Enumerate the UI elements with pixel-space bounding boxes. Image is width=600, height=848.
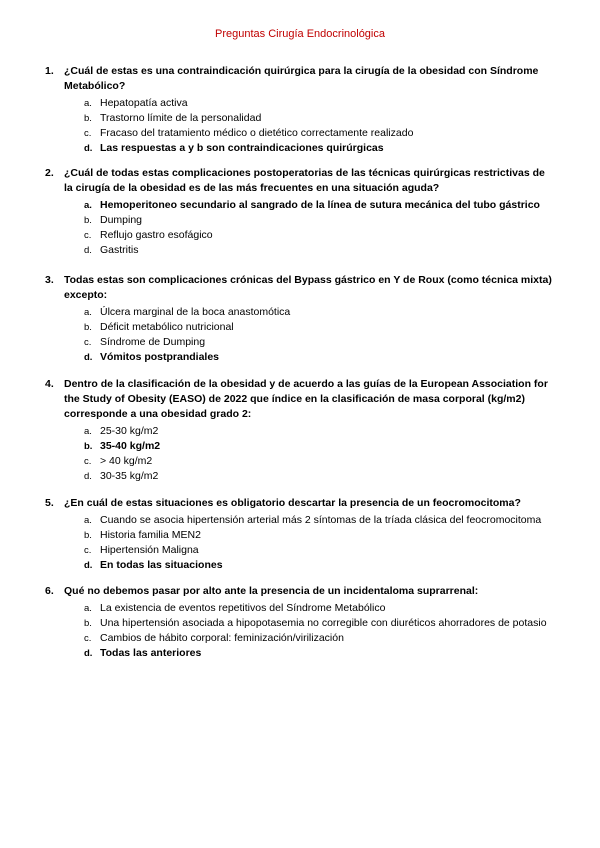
option-list	[45, 513, 555, 573]
option-b	[84, 616, 555, 631]
question-text: ¿Cuál de estas es una contraindicación quirúrgica para la cirugía de la obesidad con Síndrome Metabólico?	[64, 65, 539, 92]
document-title: Preguntas Cirugía Endocrinológica	[215, 28, 385, 40]
option-text: Cambios de hábito corporal: feminización/virilización	[100, 632, 344, 644]
question-text: Qué no debemos pasar por alto ante la presencia de un incidentaloma suprarrenal:	[64, 585, 479, 597]
option-d-correct	[84, 141, 555, 156]
question-number: 6.	[45, 585, 54, 597]
option-text: La existencia de eventos repetitivos del Síndrome Metabólico	[100, 602, 386, 614]
option-list	[45, 305, 555, 365]
option-text: Historia familia MEN2	[100, 529, 201, 541]
option-letter: b.	[84, 441, 93, 452]
option-a	[84, 424, 555, 439]
option-b	[84, 111, 555, 126]
option-letter: a.	[84, 515, 92, 526]
option-letter: b.	[84, 215, 92, 226]
option-text: 25-30 kg/m2	[100, 425, 159, 437]
question-4	[45, 377, 555, 484]
option-letter: b.	[84, 530, 92, 541]
option-c	[84, 454, 555, 469]
option-letter: c.	[84, 545, 92, 556]
question-number: 4.	[45, 378, 54, 390]
option-b-correct	[84, 439, 555, 454]
option-d-correct	[84, 646, 555, 661]
option-text: En todas las situaciones	[100, 559, 223, 571]
option-letter: b.	[84, 618, 92, 629]
option-text: Cuando se asocia hipertensión arterial más 2 síntomas de la tríada clásica del feocromocitoma	[100, 514, 542, 526]
option-text: Vómitos postprandiales	[100, 351, 220, 363]
option-text: 35-40 kg/m2	[100, 440, 161, 452]
option-list	[45, 601, 555, 661]
option-c	[84, 543, 555, 558]
option-text: Fracaso del tratamiento médico o dietético correctamente realizado	[100, 127, 414, 139]
option-a	[84, 513, 555, 528]
option-c	[84, 631, 555, 646]
option-letter: b.	[84, 322, 92, 333]
option-letter: d.	[84, 352, 93, 363]
question-1	[45, 64, 555, 156]
option-list	[45, 96, 555, 156]
option-letter: d.	[84, 560, 93, 571]
option-text: Síndrome de Dumping	[100, 336, 206, 348]
option-letter: c.	[84, 230, 92, 241]
option-letter: a.	[84, 426, 92, 437]
option-c	[84, 335, 555, 350]
option-letter: d.	[84, 471, 92, 482]
question-5	[45, 496, 555, 573]
option-letter: a.	[84, 603, 92, 614]
option-letter: d.	[84, 648, 93, 659]
option-text: Úlcera marginal de la boca anastomótica	[100, 306, 291, 318]
option-list	[45, 198, 555, 258]
option-letter: c.	[84, 633, 92, 644]
question-number: 5.	[45, 497, 54, 509]
option-text: Reflujo gastro esofágico	[100, 229, 213, 241]
option-c	[84, 228, 555, 243]
option-letter: d.	[84, 143, 93, 154]
option-d	[84, 243, 555, 258]
option-text: > 40 kg/m2	[100, 455, 153, 467]
option-list	[45, 424, 555, 484]
question-2	[45, 166, 555, 258]
question-6	[45, 584, 555, 661]
option-letter: b.	[84, 113, 92, 124]
option-text: Hipertensión Maligna	[100, 544, 199, 556]
option-text: Una hipertensión asociada a hipopotasemia no corregible con diuréticos ahorradores de potasio	[100, 617, 547, 629]
option-b	[84, 213, 555, 228]
question-text: ¿En cuál de estas situaciones es obligatorio descartar la presencia de un feocromocitoma?	[64, 497, 521, 509]
option-a	[84, 305, 555, 320]
option-a	[84, 96, 555, 111]
option-letter: a.	[84, 307, 92, 318]
option-letter: d.	[84, 245, 92, 256]
question-3	[45, 273, 555, 365]
question-number: 1.	[45, 65, 54, 77]
option-text: 30-35 kg/m2	[100, 470, 159, 482]
option-b	[84, 528, 555, 543]
option-text: Las respuestas a y b son contraindicaciones quirúrgicas	[100, 142, 384, 154]
option-letter: a.	[84, 98, 92, 109]
option-d-correct	[84, 350, 555, 365]
question-text: Todas estas son complicaciones crónicas del Bypass gástrico en Y de Roux (como técnica mixta) excepto:	[64, 274, 552, 301]
option-a-correct	[84, 198, 555, 213]
option-d	[84, 469, 555, 484]
option-text: Hepatopatía activa	[100, 97, 188, 109]
option-letter: c.	[84, 128, 92, 139]
option-d-correct	[84, 558, 555, 573]
question-text: Dentro de la clasificación de la obesidad y de acuerdo a las guías de la European Association for the Study of Obesity (EASO) de 2022 que índice en la clasificación de masa corporal (kg/m2) corresponde a una obesidad grado 2:	[64, 378, 548, 420]
question-number: 3.	[45, 274, 54, 286]
option-text: Gastritis	[100, 244, 139, 256]
question-text: ¿Cuál de todas estas complicaciones postoperatorias de las técnicas quirúrgicas restrictivas de la cirugía de la obesidad es de las más frecuentes en una situación aguda?	[64, 167, 545, 194]
option-text: Todas las anteriores	[100, 647, 202, 659]
option-text: Dumping	[100, 214, 143, 226]
option-text: Déficit metabólico nutricional	[100, 321, 234, 333]
option-a	[84, 601, 555, 616]
option-letter: a.	[84, 200, 92, 211]
question-number: 2.	[45, 167, 54, 179]
option-c	[84, 126, 555, 141]
option-letter: c.	[84, 337, 92, 348]
option-text: Hemoperitoneo secundario al sangrado de la línea de sutura mecánica del tubo gástrico	[100, 199, 540, 211]
option-b	[84, 320, 555, 335]
option-text: Trastorno límite de la personalidad	[100, 112, 262, 124]
option-letter: c.	[84, 456, 92, 467]
